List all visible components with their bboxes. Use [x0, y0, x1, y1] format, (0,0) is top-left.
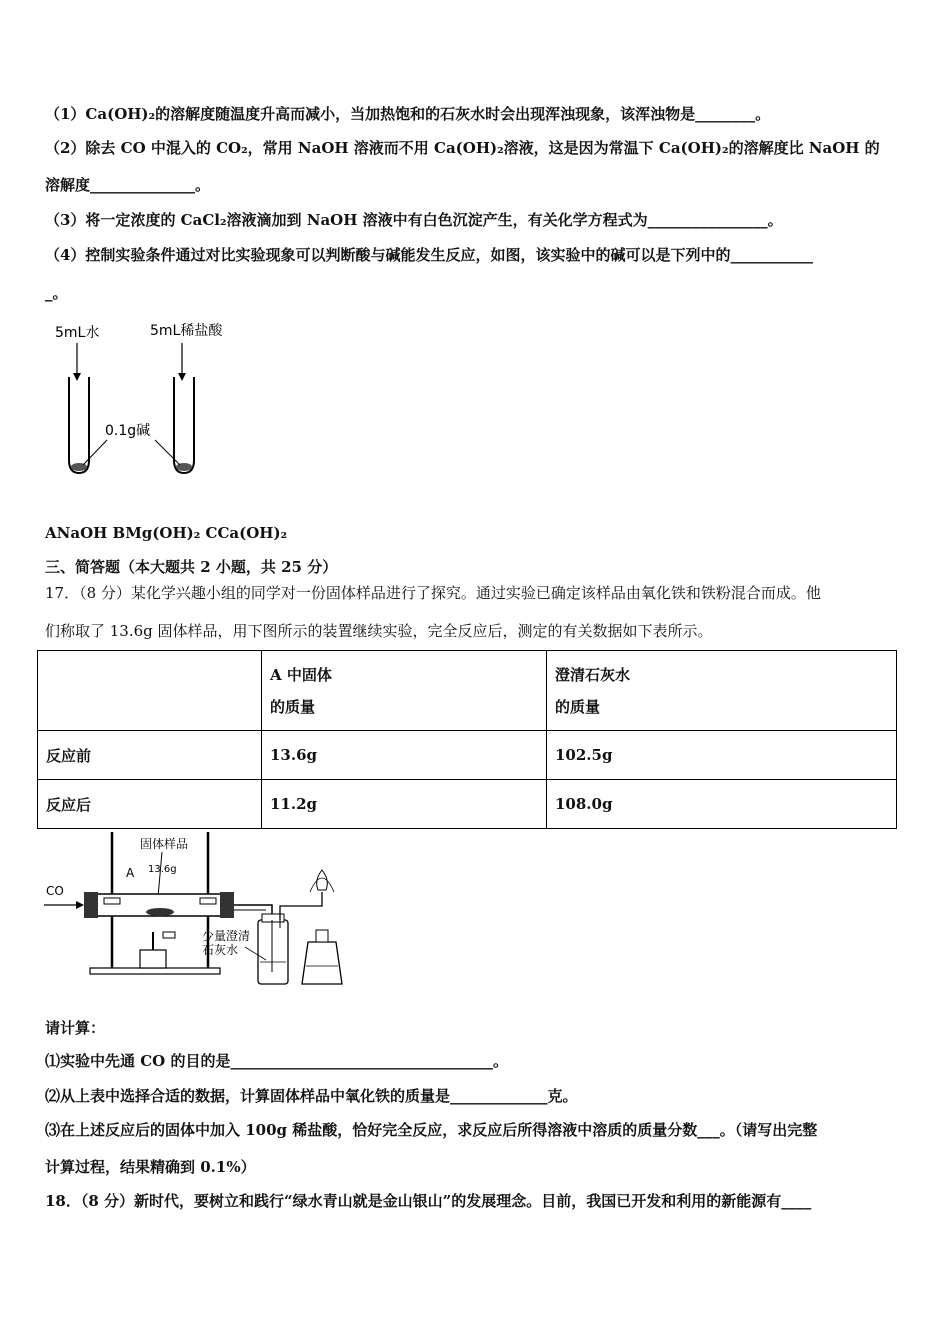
table-cell: 反应前: [38, 731, 262, 780]
q16-part2-line2: 溶解度______________。: [45, 176, 211, 194]
calc-question-2: ⑵从上表中选择合适的数据，计算固体样品中氧化铁的质量是_____________克。: [45, 1087, 578, 1105]
table-row: [38, 780, 897, 829]
q16-part1: （1）Ca(OH)₂的溶解度随温度升高而减小，当加热饱和的石灰水时会出现浑浊现象，该浑浊物是________。: [45, 105, 771, 123]
section-heading: 三、简答题（本大题共 2 小题，共 25 分）: [45, 558, 338, 576]
table-row: [38, 731, 897, 780]
label-base: 0.1g碱: [105, 423, 151, 439]
table-cell: 108.0g: [547, 780, 897, 829]
table-header-row: [38, 651, 897, 731]
test-tube-right: [174, 377, 194, 473]
table-cell: 反应后: [38, 780, 262, 829]
calc-question-3-line2: 计算过程，结果精确到 0.1%）: [45, 1158, 256, 1176]
q17-intro-line2: 们称取了 13.6g 固体样品，用下图所示的装置继续实验，完全反应后，测定的有关数据如下表所示。: [45, 622, 713, 640]
apparatus-figure: [40, 832, 360, 992]
q16-part4-line2: _。: [45, 284, 68, 302]
label-mass: 13.6g: [148, 864, 177, 875]
label-lime-1: 少量澄清: [202, 929, 251, 943]
label-lime-2: 石灰水: [202, 943, 239, 957]
q16-part2-line1: （2）除去 CO 中混入的 CO₂，常用 NaOH 溶液而不用 Ca(OH)₂溶液，这是因为常温下 Ca(OH)₂的溶解度比 NaOH 的: [45, 139, 880, 157]
q18-text: 18．（8 分）新时代，要树立和践行“绿水青山就是金山银山”的发展理念。目前，我国已开发和利用的新能源有____: [45, 1192, 812, 1210]
label-sample: 固体样品: [140, 837, 189, 851]
table-header-cell: A 中固体 的质量: [262, 651, 547, 731]
label-acid: 5mL稀盐酸: [150, 323, 223, 339]
table-cell: 11.2g: [262, 780, 547, 829]
q16-part4-line1: （4）控制实验条件通过对比实验现象可以判断酸与碱能发生反应，如图，该实验中的碱可以是下列中的___________: [45, 246, 813, 264]
data-table: [37, 650, 897, 829]
calc-question-3-line1: ⑶在上述反应后的固体中加入 100g 稀盐酸，恰好完全反应，求反应后所得溶液中溶质的质量分数___。（请写出完整: [45, 1121, 818, 1139]
test-tube-left: [69, 377, 89, 473]
label-water: 5mL水: [55, 325, 100, 341]
calc-intro: 请计算：: [45, 1019, 106, 1037]
q16-options: ANaOH BMg(OH)₂ CCa(OH)₂: [45, 524, 288, 542]
label-co: CO: [46, 884, 64, 898]
q16-part3: （3）将一定浓度的 CaCl₂溶液滴加到 NaOH 溶液中有白色沉淀产生，有关化学方程式为________________。: [45, 211, 783, 229]
calc-question-1: ⑴实验中先通 CO 的目的是___________________________________。: [45, 1052, 508, 1070]
q17-intro-line1: 17．（8 分）某化学兴趣小组的同学对一份固体样品进行了探究。通过实验已确定该样品由氧化铁和铁粉混合而成。他: [45, 584, 821, 602]
table-cell: 102.5g: [547, 731, 897, 780]
test-tube-figure: [45, 315, 245, 480]
label-a: A: [126, 866, 135, 880]
table-header-cell: 澄清石灰水 的质量: [547, 651, 897, 731]
table-cell: 13.6g: [262, 731, 547, 780]
table-header-cell: [38, 651, 262, 731]
